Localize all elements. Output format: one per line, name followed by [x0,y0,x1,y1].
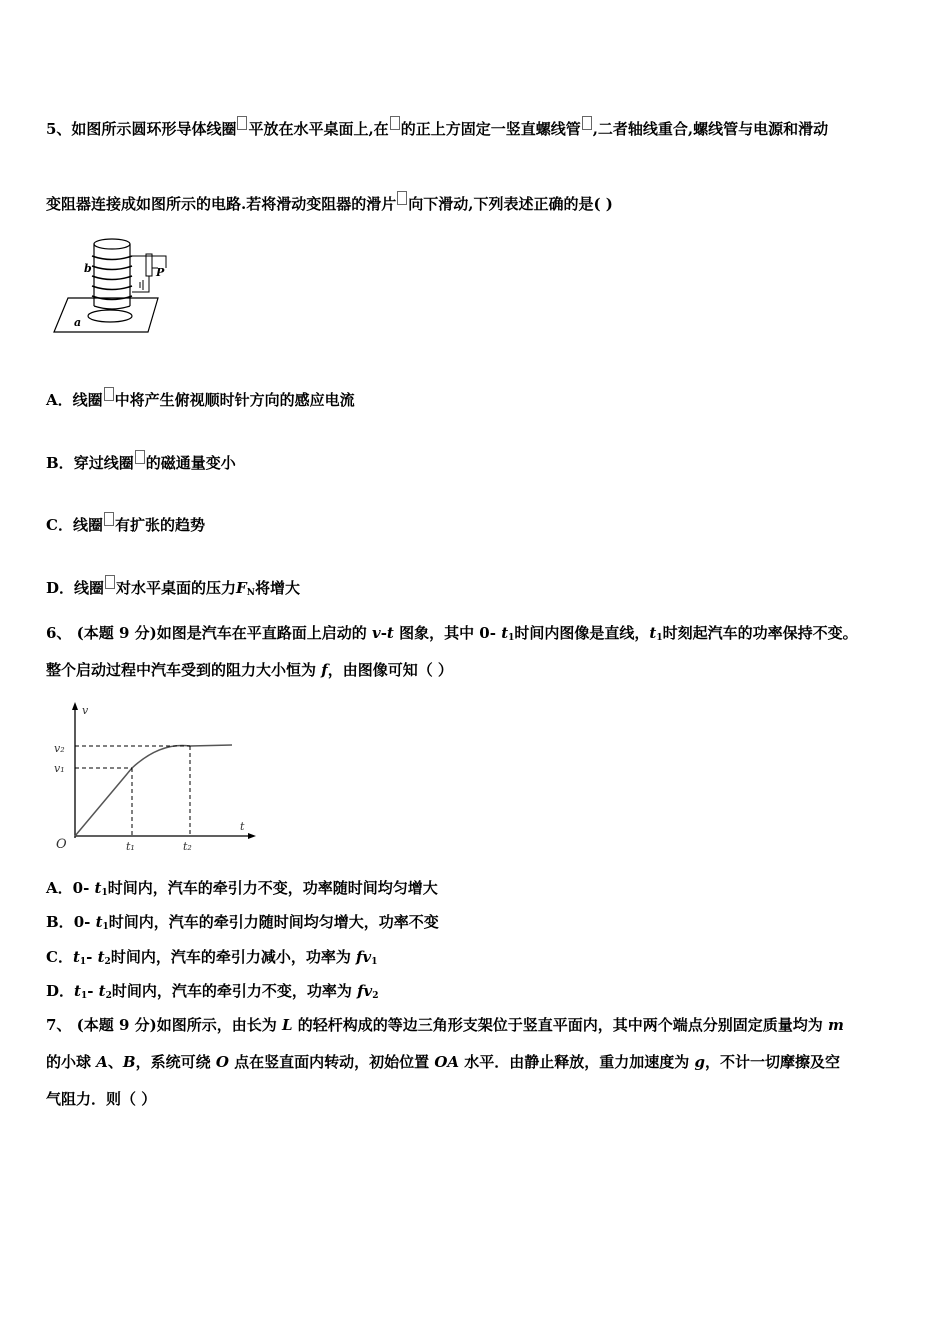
y-axis-label: v [82,704,89,717]
rheostat [146,254,152,276]
q6-option-c: C．$t_1-$ $t_2$时间内，汽车的牵引力减小，功率为 $fv_1$ [46,948,378,967]
missing-glyph-icon [135,450,145,464]
x-axis-label: t [240,820,245,833]
label-p: P [156,266,165,279]
q5-stem-line1: 5、如图所示圆环形导体线圈 平放在水平桌面上,在 的正上方固定一竖直螺线管 ,二者轴线重合,螺线管与电源和滑动 [46,116,828,139]
missing-glyph-icon [104,387,114,401]
q7-stem-line3: 气阻力．则（ ） [46,1090,157,1108]
label-b: b [84,262,92,275]
missing-glyph-icon [105,575,115,589]
label-a: a [74,316,82,329]
t2-label: t₂ [183,840,192,853]
q6-stem-line2: 整个启动过程中汽车受到的阻力大小恒为 f，由图像可知（ ） [46,661,453,679]
ring-a [88,310,132,322]
q6-stem-line1: 6、 (本题 9 分)如图是汽车在平直路面上启动的 v-t 图象，其中 0- $t_1$时间内图像是直线，$t_1$时刻起汽车的功率保持不变。 [46,624,858,643]
v2-label: v₂ [54,742,65,755]
q5-option-b: B．穿过线圈 的磁通量变小 [46,450,236,473]
missing-glyph-icon [104,512,114,526]
q6-option-b: B．0- $t_1$时间内，汽车的牵引力随时间均匀增大，功率不变 [46,913,439,932]
velocity-curve [75,745,232,836]
v1-label: v₁ [54,762,65,775]
q7-stem-line1: 7、 (本题 9 分)如图所示，由长为 L 的轻杆构成的等边三角形支架位于竖直平面内，其中两个端点分别固定质量均为 m [46,1016,844,1034]
t1-label: t₁ [126,840,135,853]
q6-option-d: D．$t_1-$ $t_2$时间内，汽车的牵引力不变，功率为 $fv_2$ [46,982,379,1001]
solenoid-circuit-figure [50,236,170,336]
q5-option-a: A．线圈 中将产生俯视顺时针方向的感应电流 [46,387,355,410]
missing-glyph-icon [390,116,400,130]
q5-stem-line2: 变阻器连接成如图所示的电路.若将滑动变阻器的滑片 向下滑动,下列表述正确的是( ) [46,191,613,214]
missing-glyph-icon [397,191,407,205]
q7-stem-line2: 的小球 A、B，系统可绕 O 点在竖直面内转动，初始位置 OA 水平．由静止释放，重力加速度为 g，不计一切摩擦及空 [46,1053,841,1071]
table-plane [54,298,158,332]
q5-option-c: C．线圈 有扩张的趋势 [46,512,205,535]
origin-label: O [56,837,67,852]
vt-graph [50,700,260,860]
q6-option-a: A．0- $t_1$时间内，汽车的牵引力不变，功率随时间均匀增大 [46,879,438,898]
missing-glyph-icon [582,116,592,130]
q5-option-d: D．线圈 对水平桌面的压力$F_N$将增大 [46,575,300,603]
missing-glyph-icon [237,116,247,130]
